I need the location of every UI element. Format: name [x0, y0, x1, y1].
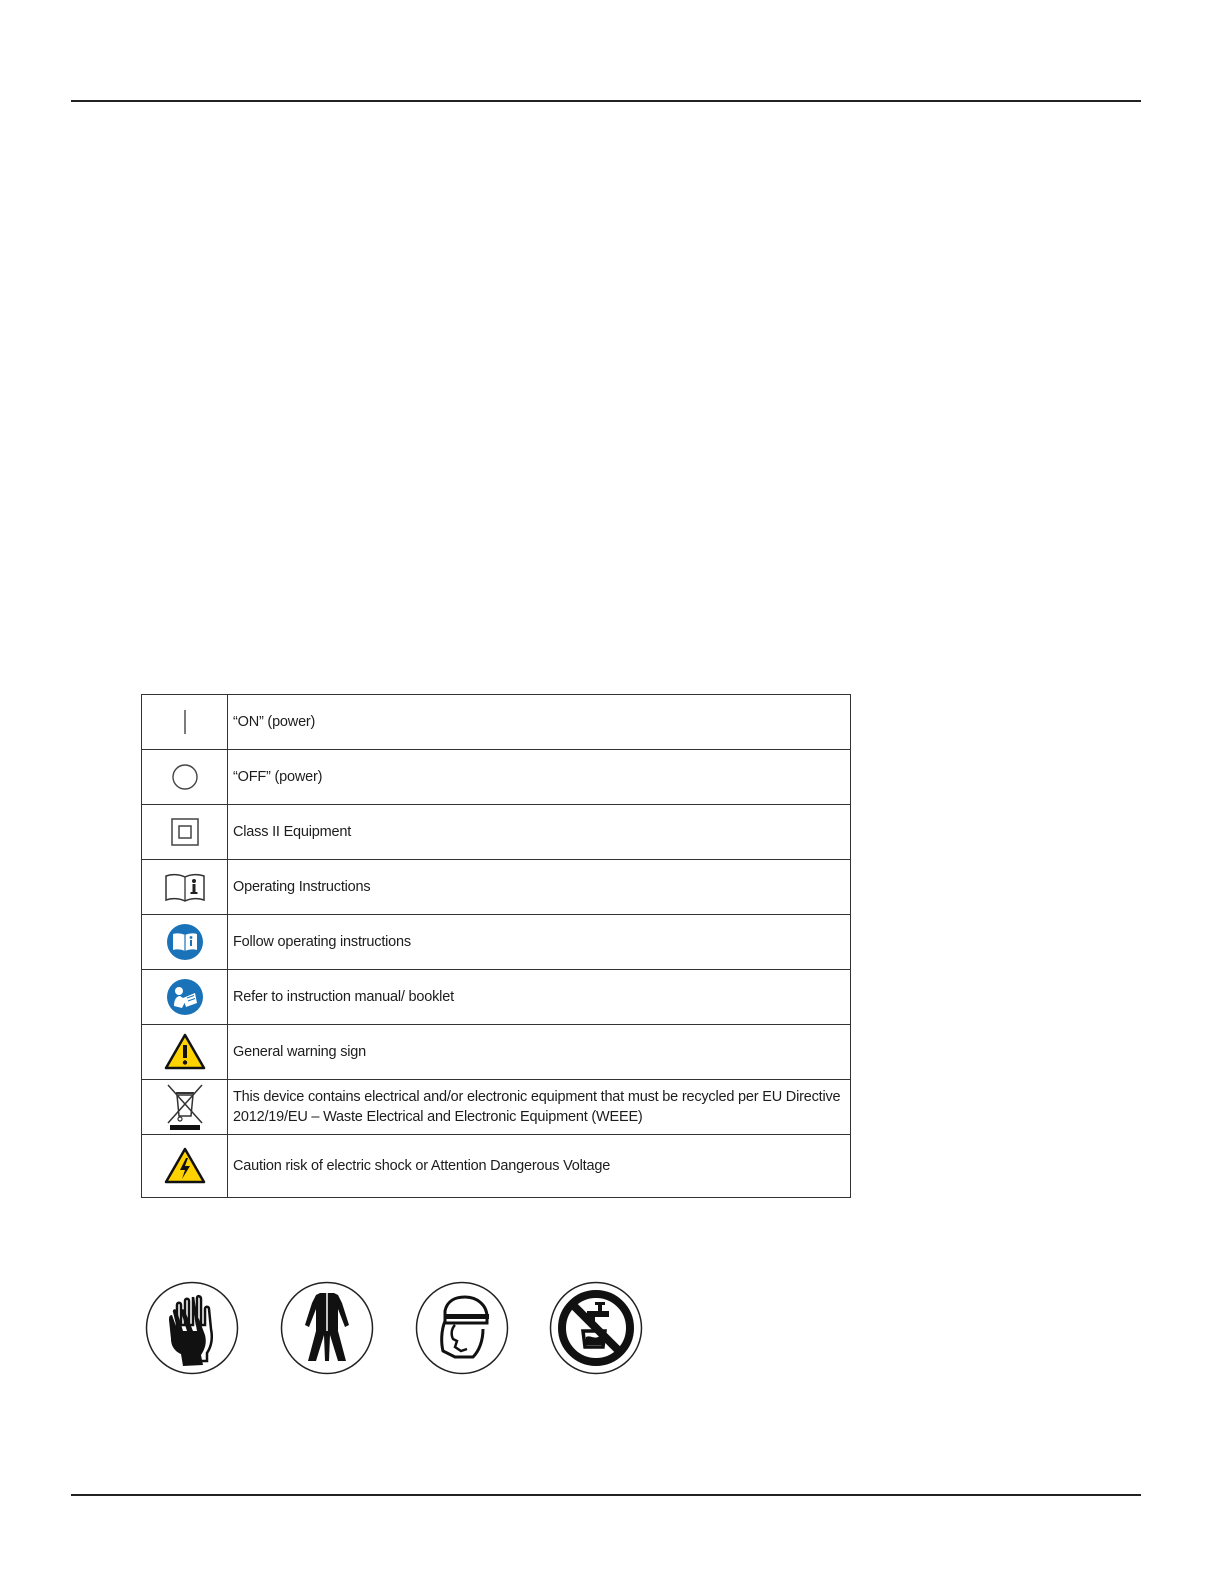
operating-instructions-icon: [164, 871, 206, 903]
symbol-cell: [142, 750, 228, 805]
refer-manual-icon: [166, 978, 204, 1016]
table-row: [142, 915, 851, 970]
symbol-cell: [142, 1135, 228, 1198]
symbol-description: Operating Instructions: [228, 860, 851, 915]
symbol-description: General warning sign: [228, 1025, 851, 1080]
symbol-cell: [142, 970, 228, 1025]
not-drinking-water-icon: [549, 1281, 643, 1375]
electric-shock-warning-icon: [164, 1147, 206, 1185]
symbol-description: Caution risk of electric shock or Attention Dangerous Voltage: [228, 1135, 851, 1198]
face-shield-icon: [415, 1281, 509, 1375]
footer-rule: [71, 1494, 1141, 1496]
follow-instructions-icon: [166, 923, 204, 961]
symbol-cell: [142, 915, 228, 970]
power-on-icon: [180, 708, 190, 736]
weee-bin-icon: [165, 1083, 205, 1131]
table-row: [142, 1025, 851, 1080]
table-row: [142, 805, 851, 860]
symbol-cell: [142, 1080, 228, 1135]
symbol-cell: [142, 860, 228, 915]
symbol-description: “ON” (power): [228, 695, 851, 750]
table-row: [142, 695, 851, 750]
table-row: [142, 860, 851, 915]
symbols-table: [141, 694, 851, 1198]
table-row: [142, 970, 851, 1025]
symbol-cell: [142, 695, 228, 750]
protective-clothing-icon: [280, 1281, 374, 1375]
table-row: [142, 1080, 851, 1135]
general-warning-icon: [164, 1033, 206, 1071]
symbol-description: Class II Equipment: [228, 805, 851, 860]
power-off-icon: [170, 762, 200, 792]
symbol-description: “OFF” (power): [228, 750, 851, 805]
protective-gloves-icon: [145, 1281, 239, 1375]
table-row: [142, 1135, 851, 1198]
table-row: [142, 750, 851, 805]
symbol-description: Refer to instruction manual/ booklet: [228, 970, 851, 1025]
header-rule: [71, 100, 1141, 102]
class-ii-equipment-icon: [170, 817, 200, 847]
symbol-cell: [142, 1025, 228, 1080]
symbol-description: This device contains electrical and/or electronic equipment that must be recycled per EU Directive 2012/19/EU – Waste Electrical and Electronic Equipment (WEEE): [228, 1080, 851, 1135]
symbol-description: Follow operating instructions: [228, 915, 851, 970]
symbol-cell: [142, 805, 228, 860]
